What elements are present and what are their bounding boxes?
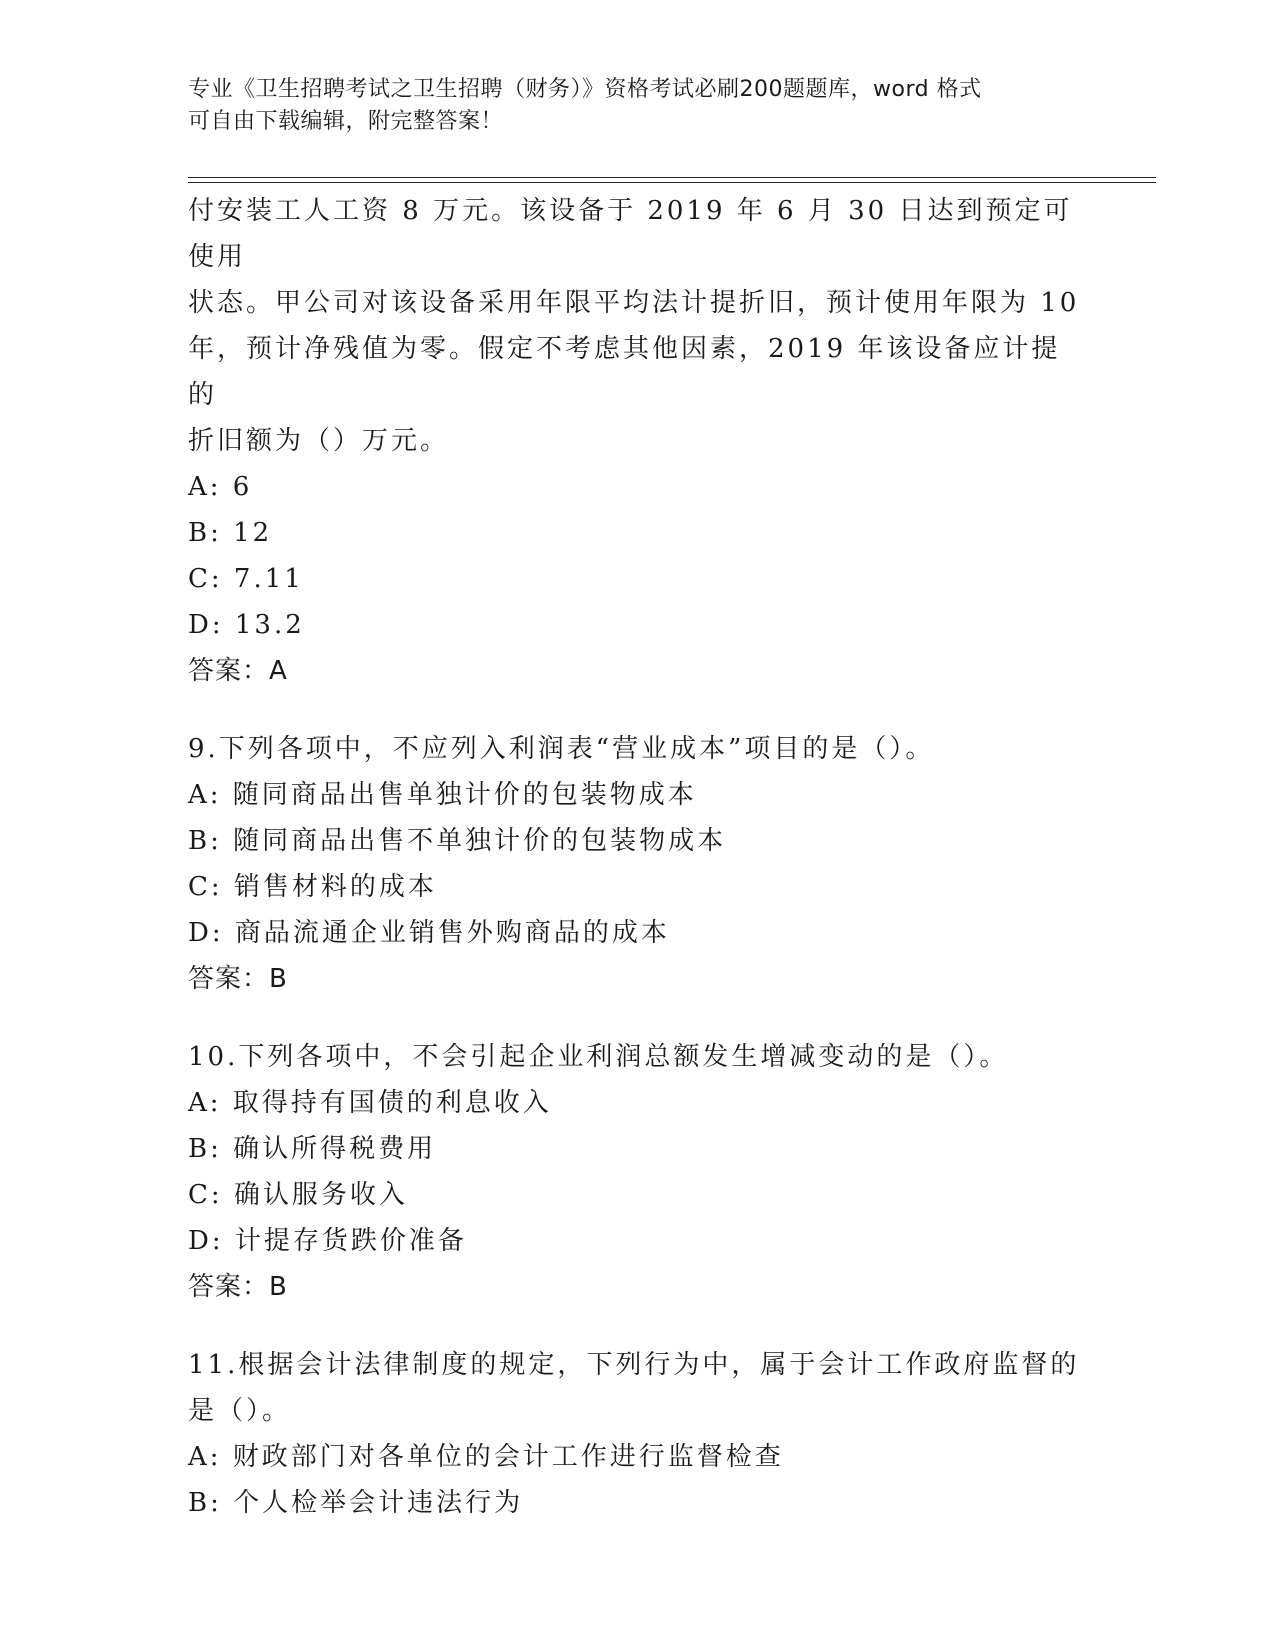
question-text-line: 11.根据会计法律制度的规定，下列行为中，属于会计工作政府监督的 bbox=[188, 1350, 1080, 1380]
answer-line: 答案：A bbox=[188, 656, 288, 686]
option-d: D: 13.2 bbox=[188, 610, 305, 640]
document-body bbox=[188, 188, 1088, 1526]
option-b: B: 个人检举会计违法行为 bbox=[188, 1488, 524, 1518]
question-text-line: 9.下列各项中，不应列入利润表“营业成本”项目的是（）。 bbox=[188, 734, 935, 764]
question-9 bbox=[188, 726, 1088, 1002]
option-a: A: 随同商品出售单独计价的包装物成本 bbox=[188, 780, 697, 810]
question-text-line: 折旧额为（）万元。 bbox=[188, 426, 450, 456]
document-header bbox=[188, 74, 1088, 138]
question-text-line: 10.下列各项中，不会引起企业利润总额发生增减变动的是（）。 bbox=[188, 1042, 1009, 1072]
option-b: B: 随同商品出售不单独计价的包装物成本 bbox=[188, 826, 727, 856]
option-a: A: 财政部门对各单位的会计工作进行监督检查 bbox=[188, 1442, 784, 1472]
option-b: B: 确认所得税费用 bbox=[188, 1134, 437, 1164]
option-d: D: 商品流通企业销售外购商品的成本 bbox=[188, 918, 670, 948]
question-text-line: 付安装工人工资 8 万元。该设备于 2019 年 6 月 30 日达到预定可使用 bbox=[188, 196, 1073, 272]
question-text-line: 状态。甲公司对该设备采用年限平均法计提折旧，预计使用年限为 10 bbox=[188, 288, 1080, 318]
question-8 bbox=[188, 188, 1088, 694]
option-b: B: 12 bbox=[188, 518, 273, 548]
header-line-1: 专业《卫生招聘考试之卫生招聘（财务）》资格考试必刷200题题库，word 格式 bbox=[188, 77, 982, 102]
answer-line: 答案：B bbox=[188, 1272, 288, 1302]
question-11 bbox=[188, 1342, 1088, 1526]
option-c: C: 确认服务收入 bbox=[188, 1180, 408, 1210]
header-line-2: 可自由下载编辑，附完整答案！ bbox=[188, 109, 504, 134]
question-10 bbox=[188, 1034, 1088, 1310]
option-a: A: 取得持有国债的利息收入 bbox=[188, 1088, 552, 1118]
option-d: D: 计提存货跌价准备 bbox=[188, 1226, 467, 1256]
option-a: A: 6 bbox=[188, 472, 253, 502]
option-c: C: 销售材料的成本 bbox=[188, 872, 437, 902]
answer-line: 答案：B bbox=[188, 964, 288, 994]
header-double-rule bbox=[188, 177, 1156, 183]
question-text-line: 年，预计净残值为零。假定不考虑其他因素，2019 年该设备应计提的 bbox=[188, 334, 1061, 410]
question-text-line: 是（）。 bbox=[188, 1396, 292, 1426]
option-c: C: 7.11 bbox=[188, 564, 304, 594]
